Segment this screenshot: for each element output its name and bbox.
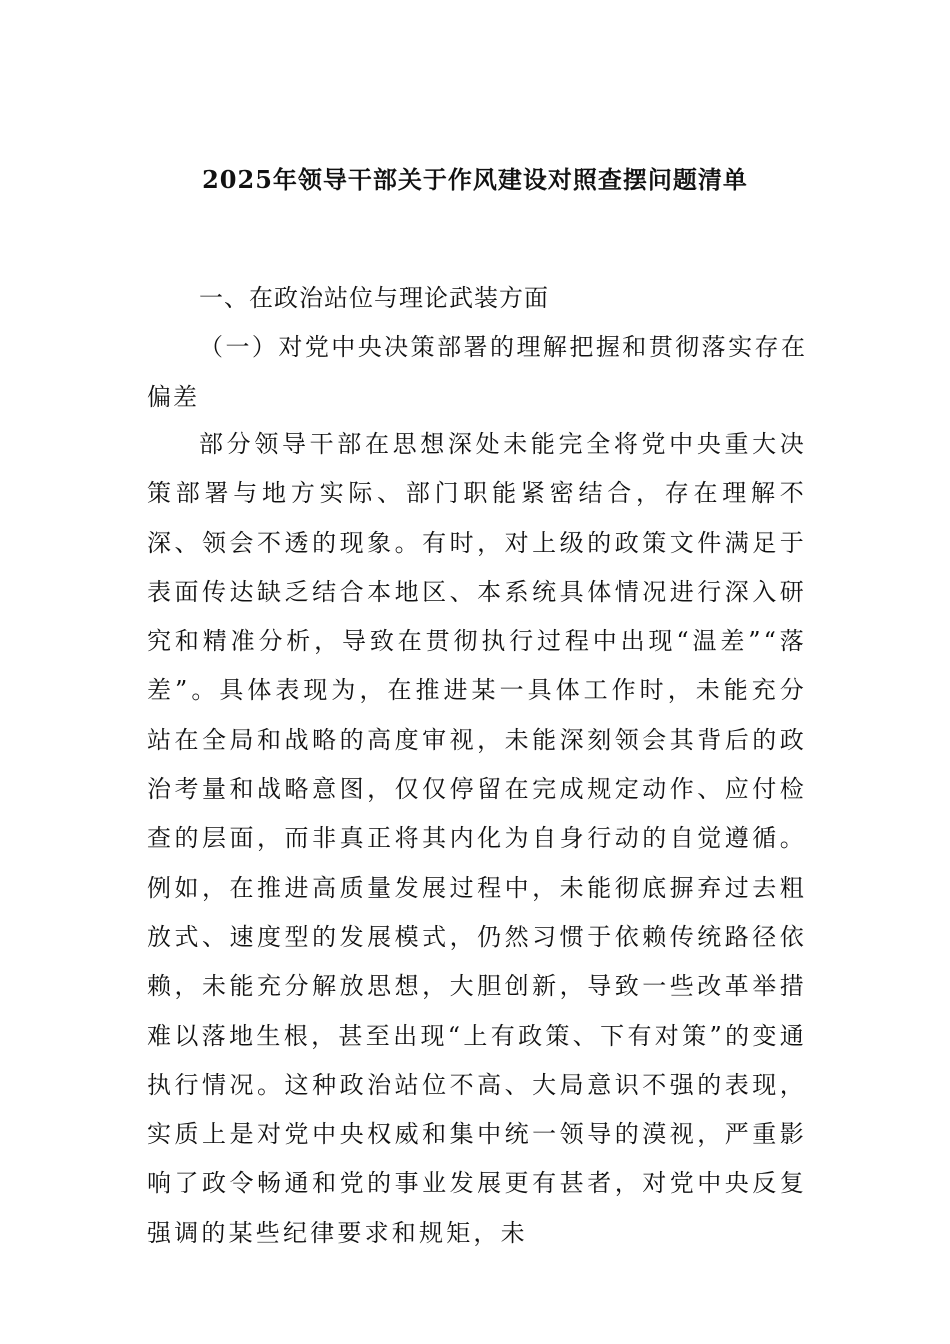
document-title: 2025年领导干部关于作风建设对照查摆问题清单 xyxy=(202,165,748,194)
body-paragraph: 部分领导干部在思想深处未能完全将党中央重大决策部署与地方实际、部门职能紧密结合，存在理解不深、领会不透的现象。有时，对上级的政策文件满足于表面传达缺乏结合本地区、本系统具体情况进行深入研究和精准分析，导致在贯彻执行过程中出现“温差”“落差”。具体表现为，在推进某一具体工作时，未能充分站在全局和战略的高度审视，未能深刻领会其背后的政治考量和战略意图，仅仅停留在完成规定动作、应付检查的层面，而非真正将其内化为自身行动的自觉遵循。例如，在推进高质量发展过程中，未能彻底摒弃过去粗放式、速度型的发展模式，仍然习惯于依赖传统路径依赖，未能充分解放思想，大胆创新，导致一些改革举措难以落地生根，甚至出现“上有政策、下有对策”的变通执行情况。这种政治站位不高、大局意识不强的表现，实质上是对党中央权威和集中统一领导的漠视，严重影响了政令畅通和党的事业发展更有甚者，对党中央反复强调的某些纪律要求和规矩，未 xyxy=(147,430,807,1247)
section-heading: 一、在政治站位与理论武装方面 xyxy=(199,284,549,312)
subsection-heading: （一）对党中央决策部署的理解把握和贯彻落实存在偏差 xyxy=(147,333,807,411)
